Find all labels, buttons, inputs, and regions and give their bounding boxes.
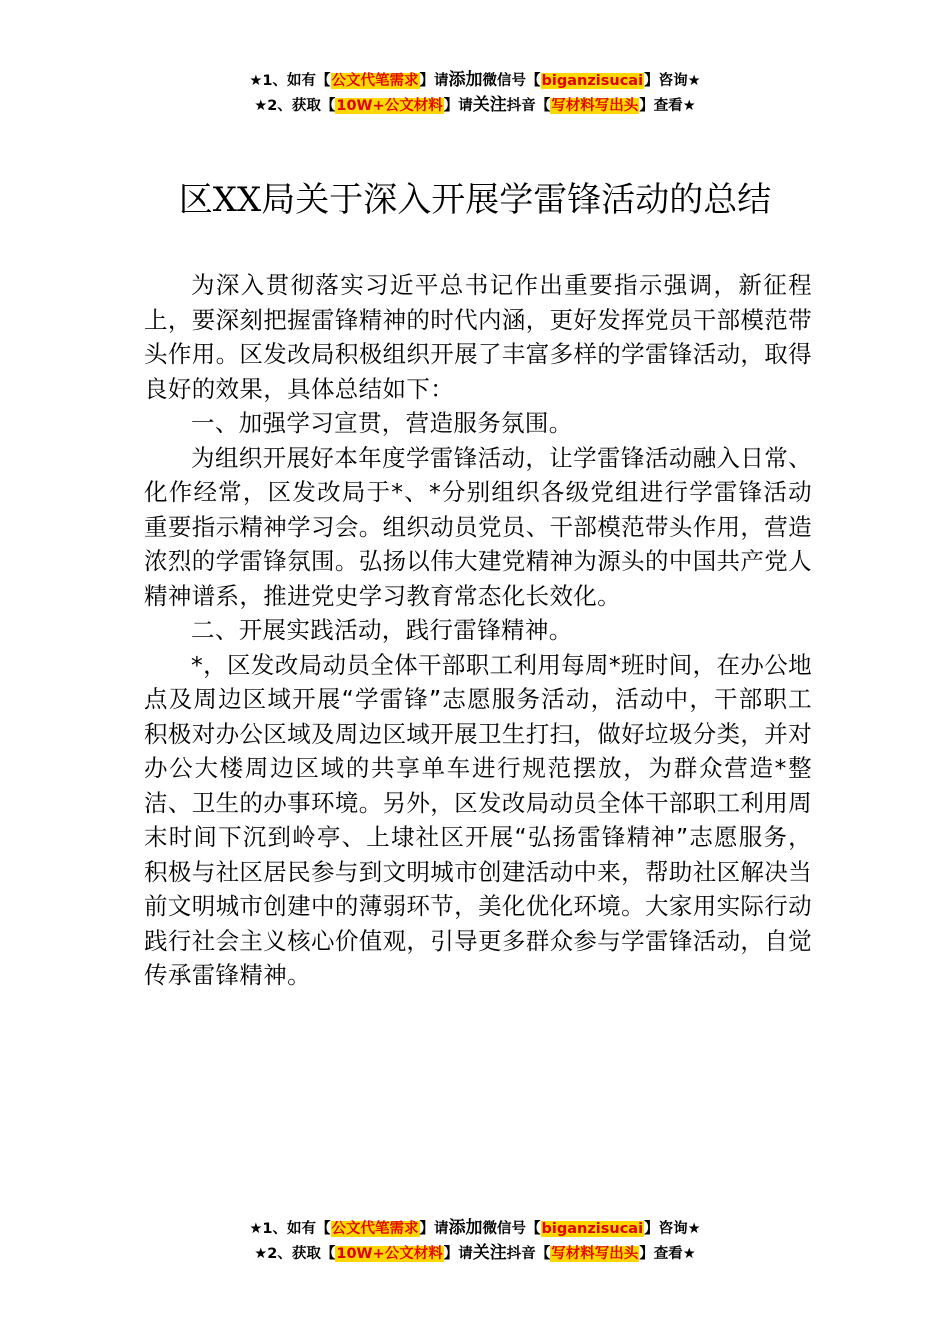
paragraph-section-2: *，区发改局动员全体干部职工利用每周*班时间，在办公地点及周边区域开展“学雷锋”志愿服务活动，活动中，干部职工积极对办公区域及周边区域开展卫生打扫，做好垃圾分类，并对办公大楼周边区域的共享单车进行规范摆放，为群众营造*整洁、卫生的办事环境。另外，区发改局动员全体干部职工利用周末时间下沉到岭亭、上埭社区开展“弘扬雷锋精神”志愿服务，积极与社区居民参与到文明城市创建活动中来，帮助社区解决当前文明城市创建中的薄弱环节，美化优化环境。大家用实际行动践行社会主义核心价值观，引导更多群众参与学雷锋活动，自觉传承雷锋精神。 xyxy=(144,650,812,989)
promo-text: 】请 xyxy=(419,73,449,89)
promo-text: 抖音【 xyxy=(506,98,551,114)
promo-highlight: 10W+公文材料 xyxy=(336,98,443,114)
section-heading-1: 一、加强学习宣贯，营造服务氛围。 xyxy=(191,409,573,437)
promo-highlight: 写材料写出头 xyxy=(551,98,639,114)
document-title: 区XX局关于深入开展学雷锋活动的总结 xyxy=(178,180,772,220)
promo-text: 】请 xyxy=(443,1246,473,1262)
promo-line-2 xyxy=(0,93,950,118)
promo-line-1 xyxy=(0,68,950,93)
promo-text: 】咨询★ xyxy=(644,1221,701,1237)
promo-line-1 xyxy=(0,1216,950,1241)
promo-highlight: 写材料写出头 xyxy=(551,1246,639,1262)
promo-highlight: biganzisucai xyxy=(541,73,644,89)
promo-text: 微信号【 xyxy=(482,1221,541,1237)
promo-banner-top xyxy=(0,68,950,118)
paragraph-intro: 为深入贯彻落实习近平总书记作出重要指示强调，新征程上，要深刻把握雷锋精神的时代内涵，更好发挥党员干部模范带头作用。区发改局积极组织开展了丰富多样的学雷锋活动，取得良好的效果，具体总结如下： xyxy=(144,271,812,403)
promo-text: 】查看★ xyxy=(639,1246,696,1262)
promo-text: ★1、如有【 xyxy=(249,73,331,89)
promo-emphasis: 关注 xyxy=(472,1243,507,1263)
promo-highlight: 公文代笔需求 xyxy=(331,73,419,89)
promo-line-2 xyxy=(0,1241,950,1266)
promo-text: ★1、如有【 xyxy=(249,1221,331,1237)
promo-text: 】请 xyxy=(443,98,473,114)
promo-emphasis: 关注 xyxy=(472,95,507,115)
promo-emphasis: 添加 xyxy=(448,70,483,90)
promo-text: 】请 xyxy=(419,1221,449,1237)
promo-text: 】咨询★ xyxy=(644,73,701,89)
promo-highlight: 公文代笔需求 xyxy=(331,1221,419,1237)
document-body xyxy=(144,268,812,993)
promo-text: ★2、获取【 xyxy=(254,98,336,114)
paragraph-section-1: 为组织开展好本年度学雷锋活动，让学雷锋活动融入日常、化作经常，区发改局于*、*分别组织各级党组进行学雷锋活动重要指示精神学习会。组织动员党员、干部模范带头作用，营造浓烈的学雷锋氛围。弘扬以伟大建党精神为源头的中国共产党人精神谱系，推进党史学习教育常态化长效化。 xyxy=(144,443,812,610)
promo-emphasis: 添加 xyxy=(448,1218,483,1238)
promo-text: 微信号【 xyxy=(482,73,541,89)
promo-highlight: biganzisucai xyxy=(541,1221,644,1237)
promo-highlight: 10W+公文材料 xyxy=(336,1246,443,1262)
section-heading-2: 二、开展实践活动，践行雷锋精神。 xyxy=(191,616,573,644)
promo-text: 抖音【 xyxy=(506,1246,551,1262)
promo-banner-bottom xyxy=(0,1216,950,1266)
promo-text: 】查看★ xyxy=(639,98,696,114)
promo-text: ★2、获取【 xyxy=(254,1246,336,1262)
